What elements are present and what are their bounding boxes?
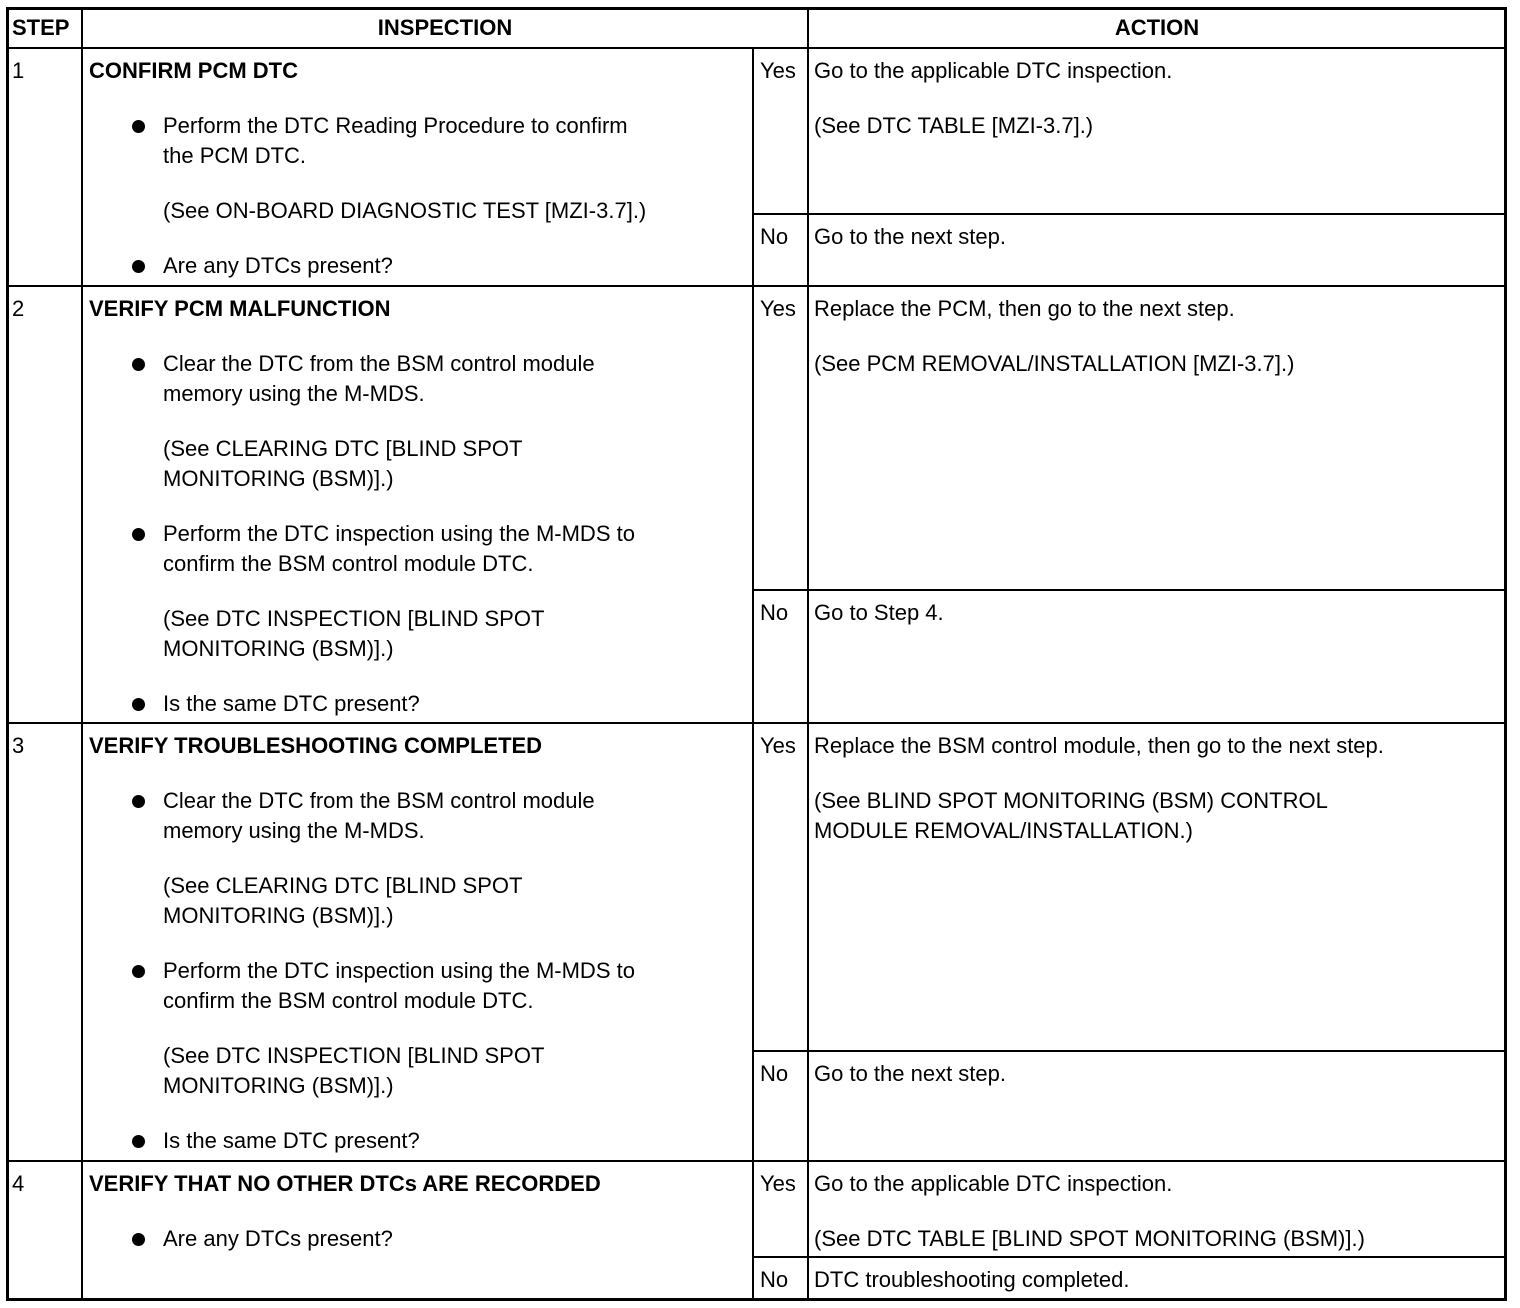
text-line: (See DTC INSPECTION [BLIND SPOT [163,1043,545,1068]
header-divider [6,47,1506,49]
yes-action-cell [814,294,1294,379]
text-line: DTC troubleshooting completed. [814,1267,1130,1292]
column-divider [807,8,809,1298]
text-line: (See DTC INSPECTION [BLIND SPOT [163,606,545,631]
inspection-reference [89,1041,635,1101]
yes-action-cell [814,731,1384,846]
text-line: Go to the applicable DTC inspection. [814,1171,1173,1196]
text-line: Go to the applicable DTC inspection. [814,58,1173,83]
inspection-reference [89,604,635,664]
column-divider [81,8,83,1298]
bullet-icon [132,965,145,978]
inspection-title: CONFIRM PCM DTC [89,58,298,83]
text-line: confirm the BSM control module DTC. [163,988,534,1013]
bullet-icon [132,1135,145,1148]
inspection-title: VERIFY TROUBLESHOOTING COMPLETED [89,733,543,758]
text-line: (See BLIND SPOT MONITORING (BSM) CONTROL [814,788,1328,813]
inspection-title: VERIFY THAT NO OTHER DTCs ARE RECORDED [89,1171,601,1196]
text-line: Replace the PCM, then go to the next step. [814,296,1235,321]
header-inspection: INSPECTION [377,15,513,40]
text-line: memory using the M-MDS. [163,381,425,406]
text-line: (See DTC TABLE [MZI-3.7].) [814,113,1094,138]
text-line: MONITORING (BSM)].) [163,466,394,491]
yes-action-paragraph [814,111,1172,141]
yes-label: Yes [760,1171,796,1196]
text-line: Clear the DTC from the BSM control module [163,351,595,376]
row-divider [6,722,1506,724]
text-line: confirm the BSM control module DTC. [163,551,534,576]
inspection-title: VERIFY PCM MALFUNCTION [89,296,391,321]
no-action-cell [814,1059,1006,1089]
inspection-bullet-item [89,349,635,409]
step-number: 3 [12,733,25,758]
step-number: 1 [12,58,25,83]
no-action-paragraph [814,598,944,628]
bullet-icon [132,795,145,808]
text-line: memory using the M-MDS. [163,818,425,843]
text-line: Replace the BSM control module, then go to the next step. [814,733,1384,758]
inspection-cell [89,1169,601,1254]
yes-no-divider [753,589,1506,591]
text-line: (See CLEARING DTC [BLIND SPOT [163,436,523,461]
yes-action-paragraph [814,349,1294,379]
inspection-bullet-item [89,786,635,846]
yes-label: Yes [760,296,796,321]
no-label: No [760,1267,789,1292]
yes-action-paragraph [814,294,1294,324]
bullet-icon [132,698,145,711]
inspection-bullet-item [89,1126,635,1156]
bullet-icon [132,1233,145,1246]
inspection-reference [89,871,635,931]
text-line: (See PCM REMOVAL/INSTALLATION [MZI-3.7].) [814,351,1295,376]
no-action-paragraph [814,222,1006,252]
inspection-bullet-item [89,956,635,1016]
yes-no-divider [753,213,1506,215]
yes-label: Yes [760,733,796,758]
inspection-reference [89,196,646,226]
header-step: STEP [12,15,70,40]
yes-action-cell [814,1169,1365,1254]
yes-no-divider [753,1256,1506,1258]
inspection-cell [89,294,635,719]
no-action-cell [814,222,1006,252]
yes-action-paragraph [814,786,1384,846]
row-divider [6,285,1506,287]
yes-action-cell [814,56,1172,141]
text-line: Is the same DTC present? [163,1128,420,1153]
inspection-bullet-item [89,519,635,579]
text-line: MODULE REMOVAL/INSTALLATION.) [814,818,1193,843]
bullet-icon [132,358,145,371]
column-divider [752,48,754,1298]
bullet-icon [132,120,145,133]
text-line: Go to the next step. [814,224,1007,249]
text-line: the PCM DTC. [163,143,307,168]
text-line: MONITORING (BSM)].) [163,636,394,661]
no-action-paragraph [814,1059,1006,1089]
text-line: Perform the DTC Reading Procedure to confirm [163,113,628,138]
yes-action-paragraph [814,56,1172,86]
no-action-cell [814,598,944,628]
text-line: Clear the DTC from the BSM control module [163,788,595,813]
text-line: (See CLEARING DTC [BLIND SPOT [163,873,523,898]
text-line: Are any DTCs present? [163,253,393,278]
no-label: No [760,224,789,249]
text-line: Go to Step 4. [814,600,944,625]
inspection-cell [89,56,646,281]
inspection-bullet-item [89,689,635,719]
inspection-bullet-item [89,251,646,281]
bullet-icon [132,528,145,541]
no-label: No [760,1061,789,1086]
text-line: Go to the next step. [814,1061,1007,1086]
inspection-cell [89,731,635,1156]
text-line: MONITORING (BSM)].) [163,903,394,928]
text-line: Are any DTCs present? [163,1226,393,1251]
inspection-bullet-item [89,111,646,171]
yes-action-paragraph [814,1224,1365,1254]
row-divider [6,1160,1506,1162]
step-number: 4 [12,1171,25,1196]
bullet-icon [132,260,145,273]
inspection-bullet-item [89,1224,601,1254]
yes-no-divider [753,1050,1506,1052]
no-action-cell [814,1265,1130,1295]
header-action: ACTION [1114,15,1200,40]
text-line: Perform the DTC inspection using the M-MDS to [163,958,635,983]
inspection-reference [89,434,635,494]
text-line: Is the same DTC present? [163,691,420,716]
yes-label: Yes [760,58,796,83]
text-line: MONITORING (BSM)].) [163,1073,394,1098]
yes-action-paragraph [814,731,1384,761]
text-line: (See DTC TABLE [BLIND SPOT MONITORING (BSM)].) [814,1226,1365,1251]
no-action-paragraph [814,1265,1130,1295]
yes-action-paragraph [814,1169,1365,1199]
text-line: Perform the DTC inspection using the M-MDS to [163,521,635,546]
step-number: 2 [12,296,25,321]
text-line: (See ON-BOARD DIAGNOSTIC TEST [MZI-3.7].) [163,198,647,223]
no-label: No [760,600,789,625]
